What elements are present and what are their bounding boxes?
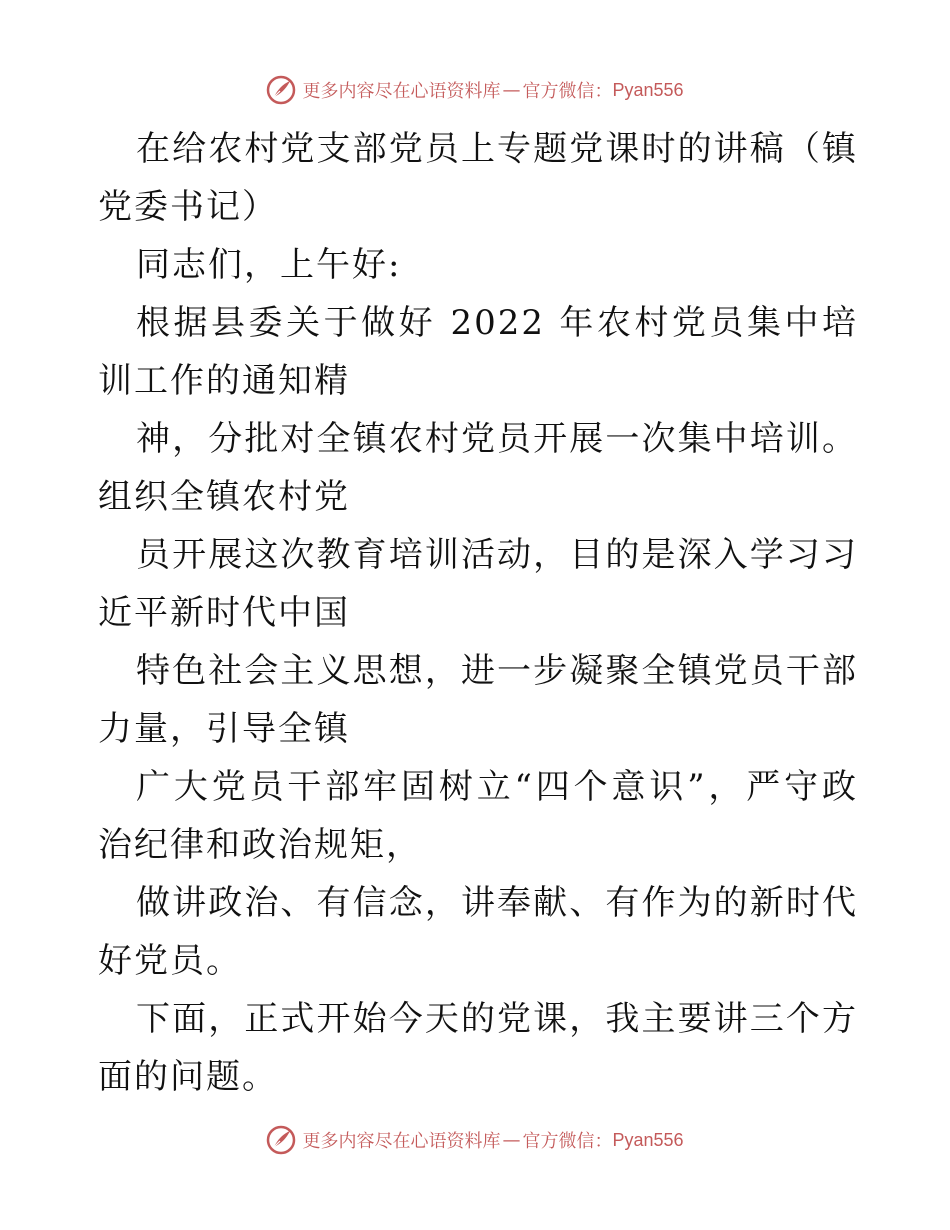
paragraph: 广大党员干部牢固树立“四个意识”，严守政治纪律和政治规矩， bbox=[98, 767, 858, 865]
paragraph: 员开展这次教育培训活动，目的是深入学习习近平新时代中国 bbox=[98, 535, 858, 633]
feather-pen-logo-icon bbox=[266, 75, 296, 105]
feather-pen-logo-icon bbox=[266, 1125, 296, 1155]
paragraph: 特色社会主义思想，进一步凝聚全镇党员干部力量，引导全镇 bbox=[98, 651, 858, 749]
footer-watermark bbox=[0, 1122, 950, 1158]
header-watermark bbox=[0, 72, 950, 108]
document-body bbox=[98, 120, 858, 1106]
watermark-wechat-id: Pyan556 bbox=[612, 79, 684, 100]
paragraph: 下面，正式开始今天的党课，我主要讲三个方面的问题。 bbox=[98, 999, 858, 1097]
paragraph: 根据县委关于做好 2022 年农村党员集中培训工作的通知精 bbox=[98, 303, 858, 401]
paragraph: 神，分批对全镇农村党员开展一次集中培训。组织全镇农村党 bbox=[98, 419, 858, 517]
watermark-separator: — bbox=[502, 1129, 521, 1151]
watermark-brand: 更多内容尽在心语资料库 bbox=[302, 81, 501, 102]
document-title: 在给农村党支部党员上专题党课时的讲稿（镇党委书记） bbox=[98, 129, 858, 227]
watermark-wechat-id: Pyan556 bbox=[612, 1129, 684, 1150]
greeting: 同志们，上午好: bbox=[136, 245, 402, 285]
watermark-separator: — bbox=[502, 79, 521, 101]
watermark-brand: 更多内容尽在心语资料库 bbox=[302, 1131, 501, 1152]
watermark-wechat-label: 官方微信： bbox=[522, 1131, 613, 1152]
paragraph: 做讲政治、有信念，讲奉献、有作为的新时代好党员。 bbox=[98, 883, 858, 981]
watermark-wechat-label: 官方微信： bbox=[522, 81, 613, 102]
